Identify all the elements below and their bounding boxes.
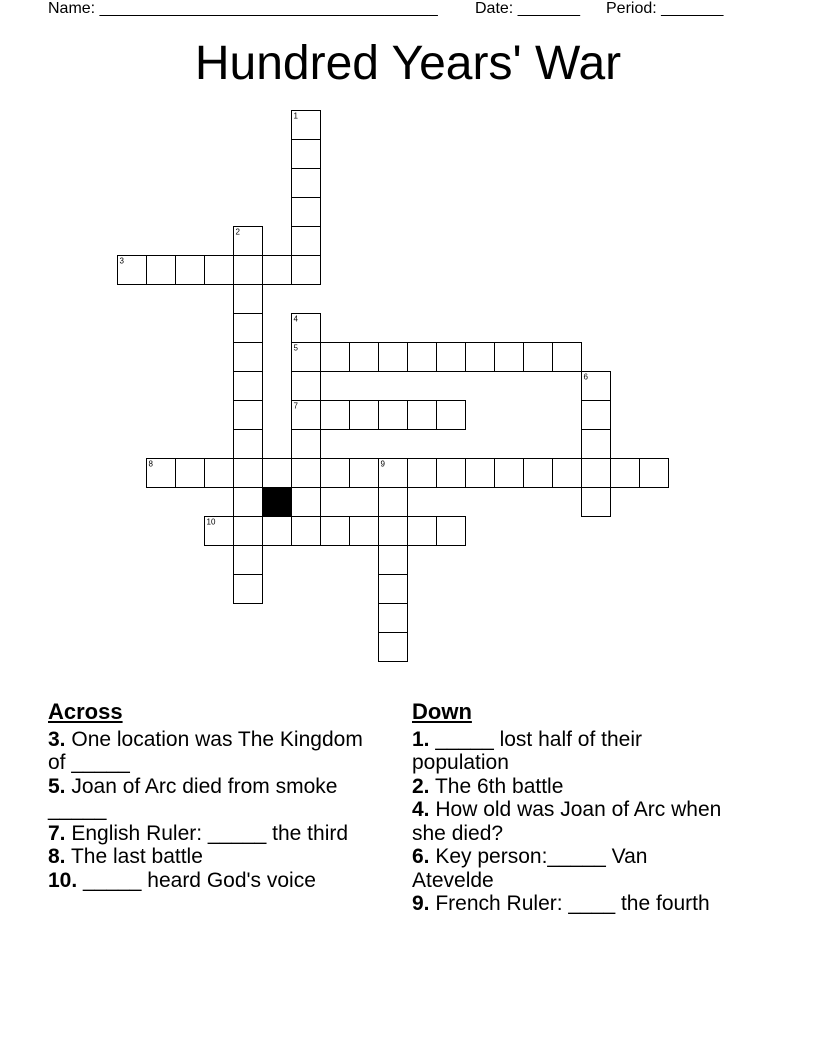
grid-cell[interactable]: [437, 401, 466, 430]
grid-cell[interactable]: [292, 459, 321, 488]
clue-text: The 6th battle: [434, 774, 564, 798]
grid-cell[interactable]: [408, 343, 437, 372]
clue-across-5: [48, 775, 378, 822]
cell-number: 4: [293, 314, 298, 324]
clue-text: How old was Joan of Arc when she died?: [412, 798, 722, 845]
grid-cell[interactable]: [263, 459, 292, 488]
grid-cell[interactable]: [379, 546, 408, 575]
grid-cell[interactable]: [553, 343, 582, 372]
down-heading: Down: [412, 699, 472, 724]
grid-cell[interactable]: [321, 459, 350, 488]
clue-number: 9.: [412, 892, 430, 915]
grid-cell[interactable]: [408, 401, 437, 430]
across-clue-list: [48, 728, 378, 893]
grid-cell[interactable]: [582, 401, 611, 430]
clue-down-6: [412, 845, 732, 892]
down-clue-list: [412, 728, 732, 916]
clue-text: English Ruler: _____ the third: [71, 821, 349, 845]
grid-cell[interactable]: [495, 459, 524, 488]
grid-cell[interactable]: [379, 343, 408, 372]
black-cell: [263, 488, 292, 517]
clue-across-7: [48, 822, 378, 846]
grid-cell[interactable]: [640, 459, 669, 488]
grid-cell[interactable]: [292, 140, 321, 169]
grid-cell[interactable]: [437, 343, 466, 372]
clue-text: The last battle: [70, 845, 203, 868]
grid-cell[interactable]: [437, 459, 466, 488]
grid-cell[interactable]: [292, 372, 321, 401]
period-field[interactable]: Period: _______: [606, 0, 724, 17]
cell-number: 1: [293, 111, 298, 121]
clue-text: Key person:_____ Van Atevelde: [412, 845, 648, 892]
grid-cell[interactable]: [205, 459, 234, 488]
grid-cell[interactable]: [437, 517, 466, 546]
clue-number: 4.: [412, 798, 430, 821]
clue-text: _____ heard God's voice: [83, 868, 316, 892]
grid-cell[interactable]: [379, 401, 408, 430]
grid-cell[interactable]: [234, 314, 263, 343]
grid-cell[interactable]: [321, 343, 350, 372]
grid-cell[interactable]: [379, 633, 408, 662]
clue-number: 3.: [48, 727, 66, 751]
clue-number: 10.: [48, 868, 78, 892]
grid-cell[interactable]: [582, 488, 611, 517]
grid-cell[interactable]: [553, 459, 582, 488]
grid-cell[interactable]: [379, 604, 408, 633]
cell-number: 9: [380, 459, 385, 469]
grid-cell[interactable]: [350, 401, 379, 430]
grid-cell[interactable]: [292, 227, 321, 256]
grid-cell[interactable]: [466, 459, 495, 488]
grid-cell[interactable]: [582, 430, 611, 459]
grid-cell[interactable]: [234, 517, 263, 546]
grid-cell[interactable]: [350, 459, 379, 488]
clue-number: 1.: [412, 727, 430, 751]
grid-cell[interactable]: [292, 517, 321, 546]
grid-cell[interactable]: [350, 517, 379, 546]
grid-cell[interactable]: [292, 488, 321, 517]
grid-cell[interactable]: [321, 401, 350, 430]
clue-number: 2.: [412, 774, 430, 798]
grid-cell[interactable]: [176, 256, 205, 285]
clue-number: 6.: [412, 845, 430, 868]
clue-number: 8.: [48, 845, 66, 868]
cell-number: 7: [293, 401, 298, 411]
clue-across-3: [48, 728, 378, 775]
name-field[interactable]: Name: ______________________________________: [48, 0, 438, 17]
grid-cell[interactable]: [611, 459, 640, 488]
grid-cell[interactable]: [234, 575, 263, 604]
grid-cell[interactable]: [582, 459, 611, 488]
grid-cell[interactable]: [408, 459, 437, 488]
grid-cell[interactable]: [234, 343, 263, 372]
across-heading: Across: [48, 699, 123, 724]
date-field[interactable]: Date: _______: [475, 0, 580, 17]
grid-cell[interactable]: [379, 517, 408, 546]
clue-across-10: [48, 869, 378, 893]
grid-cell[interactable]: [350, 343, 379, 372]
grid-cell[interactable]: [263, 517, 292, 546]
grid-cell[interactable]: [263, 256, 292, 285]
cell-number: 3: [119, 256, 124, 266]
grid-cell[interactable]: [495, 343, 524, 372]
grid-cell[interactable]: [147, 256, 176, 285]
grid-cell[interactable]: [234, 430, 263, 459]
grid-cell[interactable]: [176, 459, 205, 488]
clue-number: 5.: [48, 774, 66, 798]
grid-cell[interactable]: [234, 546, 263, 575]
cell-number: 2: [235, 227, 240, 237]
grid-cell[interactable]: [234, 256, 263, 285]
grid-cell[interactable]: [408, 517, 437, 546]
clue-down-1: [412, 728, 732, 775]
cell-number: 8: [148, 459, 153, 469]
clue-down-4: [412, 798, 732, 845]
grid-cell[interactable]: [292, 256, 321, 285]
grid-cell[interactable]: [234, 372, 263, 401]
grid-cell[interactable]: [234, 459, 263, 488]
grid-cell[interactable]: [234, 488, 263, 517]
clue-down-9: [412, 892, 732, 916]
grid-cell[interactable]: [292, 169, 321, 198]
across-clues: [48, 700, 378, 892]
grid-cell[interactable]: [205, 256, 234, 285]
grid-cell[interactable]: [466, 343, 495, 372]
clue-text: _____ lost half of their population: [412, 727, 642, 774]
cell-number: 6: [583, 372, 588, 382]
cell-number: 10: [206, 517, 216, 527]
clue-text: Joan of Arc died from smoke _____: [48, 774, 338, 821]
grid-cell[interactable]: [234, 285, 263, 314]
cell-number: 5: [293, 343, 298, 353]
clue-number: 7.: [48, 821, 66, 845]
grid-cell[interactable]: [321, 517, 350, 546]
grid-cell[interactable]: [524, 343, 553, 372]
clue-text: One location was The Kingdom of _____: [48, 727, 363, 774]
down-clues: [412, 700, 732, 916]
grid-cell[interactable]: [234, 401, 263, 430]
clue-down-2: [412, 775, 732, 799]
clue-across-8: [48, 845, 378, 869]
grid-cell[interactable]: [292, 198, 321, 227]
grid-cell[interactable]: [379, 575, 408, 604]
grid-cell[interactable]: [379, 488, 408, 517]
clue-text: French Ruler: ____ the fourth: [435, 892, 710, 915]
grid-cell[interactable]: [524, 459, 553, 488]
grid-cell[interactable]: [292, 430, 321, 459]
puzzle-title: Hundred Years' War: [194, 37, 622, 90]
